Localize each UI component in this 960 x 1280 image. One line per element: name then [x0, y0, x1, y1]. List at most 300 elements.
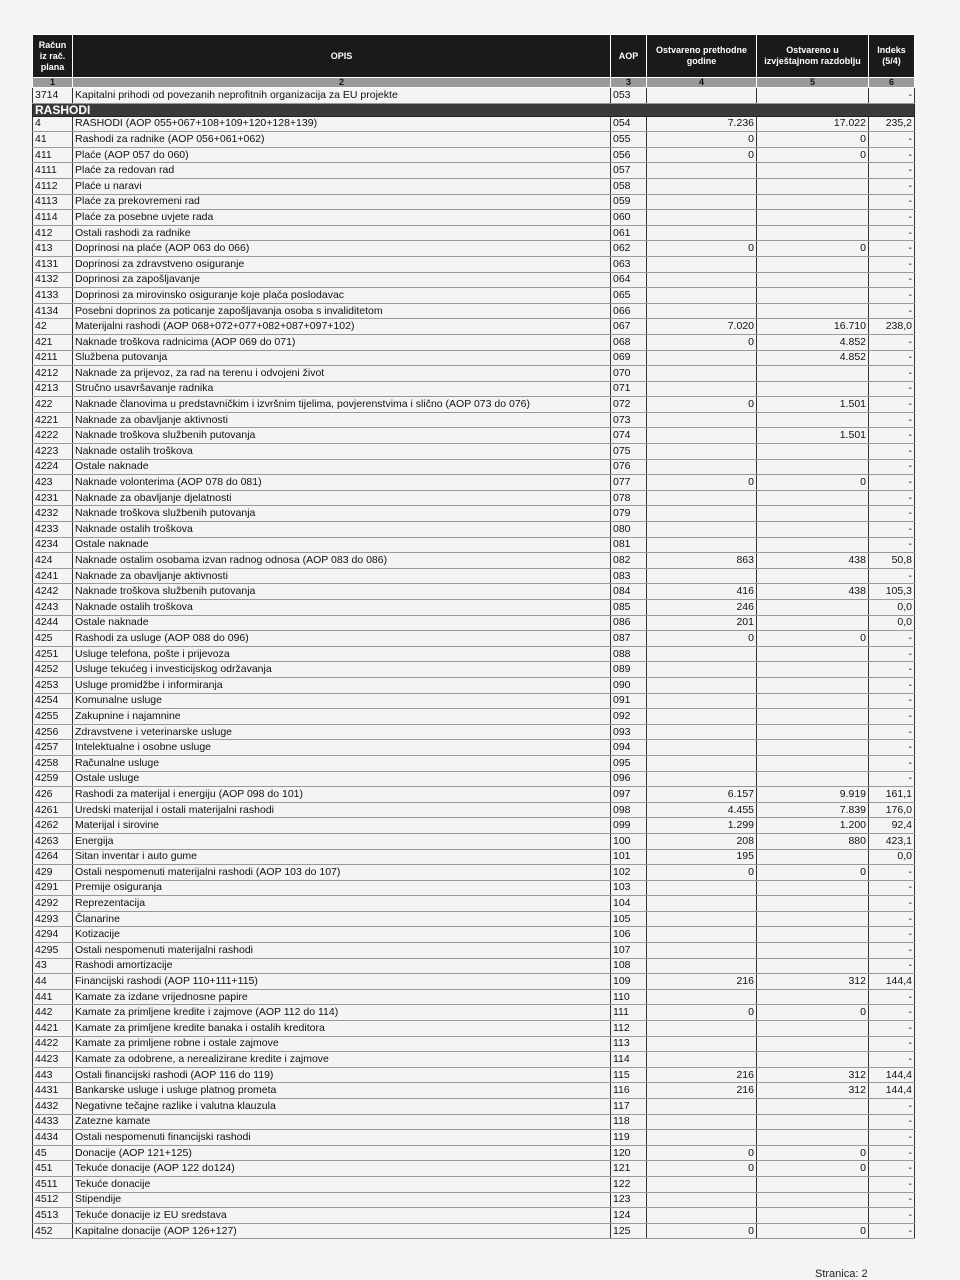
- index-cell: -: [869, 303, 915, 319]
- previous-year-cell: 0: [647, 1223, 757, 1239]
- current-period-cell: 9.919: [757, 787, 869, 803]
- account-cell: 4263: [33, 833, 73, 849]
- description-cell: Stručno usavršavanje radnika: [73, 381, 611, 397]
- previous-year-cell: [647, 693, 757, 709]
- account-cell: 45: [33, 1145, 73, 1161]
- aop-cell: 069: [611, 350, 647, 366]
- table-row: [33, 849, 915, 865]
- index-cell: -: [869, 1192, 915, 1208]
- current-period-cell: 312: [757, 1067, 869, 1083]
- previous-year-cell: [647, 288, 757, 304]
- aop-cell: 099: [611, 818, 647, 834]
- index-cell: -: [869, 989, 915, 1005]
- description-cell: Financijski rashodi (AOP 110+111+115): [73, 974, 611, 990]
- previous-year-cell: [647, 537, 757, 553]
- index-cell: 50,8: [869, 553, 915, 569]
- previous-year-cell: [647, 568, 757, 584]
- table-row: [33, 241, 915, 257]
- index-cell: 235,2: [869, 116, 915, 132]
- account-cell: 425: [33, 631, 73, 647]
- table-row: [33, 303, 915, 319]
- index-cell: 423,1: [869, 833, 915, 849]
- index-cell: -: [869, 412, 915, 428]
- aop-cell: 087: [611, 631, 647, 647]
- account-cell: 4131: [33, 256, 73, 272]
- index-cell: -: [869, 350, 915, 366]
- index-cell: -: [869, 1052, 915, 1068]
- aop-cell: 120: [611, 1145, 647, 1161]
- previous-year-cell: [647, 1192, 757, 1208]
- account-cell: 4256: [33, 724, 73, 740]
- current-period-cell: [757, 646, 869, 662]
- description-cell: Doprinosi za zapošljavanje: [73, 272, 611, 288]
- account-cell: 4252: [33, 662, 73, 678]
- description-cell: Sitan inventar i auto gume: [73, 849, 611, 865]
- table-row: [33, 444, 915, 460]
- current-period-cell: [757, 1192, 869, 1208]
- account-cell: 411: [33, 147, 73, 163]
- previous-year-cell: [647, 490, 757, 506]
- index-cell: 144,4: [869, 1083, 915, 1099]
- table-row: [33, 1052, 915, 1068]
- current-period-cell: [757, 927, 869, 943]
- index-cell: -: [869, 693, 915, 709]
- table-row: [33, 1021, 915, 1037]
- header-aop: AOP: [611, 35, 647, 78]
- table-row: [33, 381, 915, 397]
- account-cell: 4422: [33, 1036, 73, 1052]
- previous-year-cell: [647, 1208, 757, 1224]
- index-cell: -: [869, 755, 915, 771]
- table-row: [33, 771, 915, 787]
- current-period-cell: [757, 849, 869, 865]
- previous-year-cell: [647, 210, 757, 226]
- account-cell: 4112: [33, 178, 73, 194]
- current-period-cell: [757, 943, 869, 959]
- description-cell: Naknade ostalih troškova: [73, 600, 611, 616]
- description-cell: Usluge telefona, pošte i prijevoza: [73, 646, 611, 662]
- previous-year-cell: 0: [647, 475, 757, 491]
- current-period-cell: [757, 381, 869, 397]
- account-cell: 4433: [33, 1114, 73, 1130]
- current-period-cell: [757, 677, 869, 693]
- previous-year-cell: 216: [647, 974, 757, 990]
- table-row: [33, 865, 915, 881]
- description-cell: Ostali nespomenuti materijalni rashodi: [73, 943, 611, 959]
- index-cell: -: [869, 1223, 915, 1239]
- aop-cell: 060: [611, 210, 647, 226]
- previous-year-cell: [647, 1021, 757, 1037]
- table-row: [33, 693, 915, 709]
- current-period-cell: [757, 1130, 869, 1146]
- current-period-cell: 880: [757, 833, 869, 849]
- table-row: [33, 1208, 915, 1224]
- table-row: [33, 989, 915, 1005]
- index-cell: 176,0: [869, 802, 915, 818]
- table-row: [33, 1223, 915, 1239]
- table-row: [33, 366, 915, 382]
- previous-year-cell: [647, 506, 757, 522]
- account-cell: 4294: [33, 927, 73, 943]
- description-cell: Naknade ostalih troškova: [73, 522, 611, 538]
- current-period-cell: 4.852: [757, 350, 869, 366]
- previous-year-cell: [647, 646, 757, 662]
- description-cell: Plaće (AOP 057 do 060): [73, 147, 611, 163]
- account-cell: 4421: [33, 1021, 73, 1037]
- previous-year-cell: [647, 740, 757, 756]
- previous-year-cell: 7.236: [647, 116, 757, 132]
- account-cell: 4133: [33, 288, 73, 304]
- table-row: [33, 1145, 915, 1161]
- account-cell: 4213: [33, 381, 73, 397]
- aop-cell: 118: [611, 1114, 647, 1130]
- account-cell: 4511: [33, 1176, 73, 1192]
- current-period-cell: [757, 537, 869, 553]
- current-period-cell: [757, 1021, 869, 1037]
- current-period-cell: [757, 1052, 869, 1068]
- table-row: [33, 178, 915, 194]
- current-period-cell: [757, 88, 869, 104]
- previous-year-cell: [647, 1036, 757, 1052]
- aop-cell: 083: [611, 568, 647, 584]
- account-cell: 4262: [33, 818, 73, 834]
- aop-cell: 114: [611, 1052, 647, 1068]
- table-row: [33, 568, 915, 584]
- account-cell: 412: [33, 225, 73, 241]
- description-cell: Plaće za redovan rad: [73, 163, 611, 179]
- current-period-cell: 0: [757, 1223, 869, 1239]
- previous-year-cell: 0: [647, 1005, 757, 1021]
- table-row: [33, 584, 915, 600]
- description-cell: Plaće u naravi: [73, 178, 611, 194]
- description-cell: Premije osiguranja: [73, 880, 611, 896]
- description-cell: Doprinosi za zdravstveno osiguranje: [73, 256, 611, 272]
- table-row: [33, 553, 915, 569]
- account-cell: 3714: [33, 88, 73, 104]
- table-row: [33, 677, 915, 693]
- index-cell: -: [869, 366, 915, 382]
- current-period-cell: [757, 288, 869, 304]
- table-row: [33, 1083, 915, 1099]
- index-cell: 0,0: [869, 600, 915, 616]
- index-cell: -: [869, 88, 915, 104]
- aop-cell: 074: [611, 428, 647, 444]
- account-cell: 4258: [33, 755, 73, 771]
- current-period-cell: 312: [757, 974, 869, 990]
- table-row: [33, 1099, 915, 1115]
- account-cell: 4257: [33, 740, 73, 756]
- account-cell: 4: [33, 116, 73, 132]
- description-cell: Tekuće donacije: [73, 1176, 611, 1192]
- table-row: [33, 116, 915, 132]
- aop-cell: 082: [611, 553, 647, 569]
- aop-cell: 092: [611, 709, 647, 725]
- account-cell: 4113: [33, 194, 73, 210]
- current-period-cell: [757, 880, 869, 896]
- index-cell: -: [869, 1130, 915, 1146]
- previous-year-cell: [647, 412, 757, 428]
- current-period-cell: 7.839: [757, 802, 869, 818]
- previous-year-cell: [647, 178, 757, 194]
- previous-year-cell: 0: [647, 132, 757, 148]
- table-row: [33, 1161, 915, 1177]
- index-cell: -: [869, 163, 915, 179]
- header-previous-year: Ostvareno prethodne godine: [647, 35, 757, 78]
- index-cell: -: [869, 1099, 915, 1115]
- previous-year-cell: [647, 444, 757, 460]
- current-period-cell: 0: [757, 865, 869, 881]
- description-cell: Tekuće donacije iz EU sredstava: [73, 1208, 611, 1224]
- table-row: [33, 724, 915, 740]
- current-period-cell: [757, 662, 869, 678]
- report-sheet: [32, 34, 914, 1239]
- aop-cell: 112: [611, 1021, 647, 1037]
- current-period-cell: 0: [757, 1005, 869, 1021]
- description-cell: Uredski materijal i ostali materijalni rashodi: [73, 802, 611, 818]
- aop-cell: 113: [611, 1036, 647, 1052]
- account-cell: 4224: [33, 459, 73, 475]
- current-period-cell: [757, 522, 869, 538]
- index-cell: 92,4: [869, 818, 915, 834]
- aop-cell: 071: [611, 381, 647, 397]
- table-header: [33, 35, 915, 88]
- current-period-cell: [757, 272, 869, 288]
- aop-cell: 107: [611, 943, 647, 959]
- index-cell: -: [869, 865, 915, 881]
- previous-year-cell: [647, 943, 757, 959]
- account-cell: 4264: [33, 849, 73, 865]
- description-cell: Usluge promidžbe i informiranja: [73, 677, 611, 693]
- description-cell: Zatezne kamate: [73, 1114, 611, 1130]
- account-cell: 426: [33, 787, 73, 803]
- table-row: [33, 600, 915, 616]
- index-cell: -: [869, 397, 915, 413]
- table-row: [33, 802, 915, 818]
- aop-cell: 085: [611, 600, 647, 616]
- account-cell: 4233: [33, 522, 73, 538]
- account-cell: 429: [33, 865, 73, 881]
- header-number-2: 2: [73, 78, 611, 88]
- description-cell: Ostali nespomenuti financijski rashodi: [73, 1130, 611, 1146]
- account-cell: 423: [33, 475, 73, 491]
- description-cell: Kamate za izdane vrijednosne papire: [73, 989, 611, 1005]
- account-cell: 4111: [33, 163, 73, 179]
- aop-cell: 094: [611, 740, 647, 756]
- account-cell: 4292: [33, 896, 73, 912]
- current-period-cell: [757, 600, 869, 616]
- header-number-5: 5: [757, 78, 869, 88]
- current-period-cell: 0: [757, 132, 869, 148]
- current-period-cell: 1.501: [757, 397, 869, 413]
- description-cell: Kapitalni prihodi od povezanih neprofitnih organizacija za EU projekte: [73, 88, 611, 104]
- previous-year-cell: [647, 927, 757, 943]
- aop-cell: 066: [611, 303, 647, 319]
- index-cell: -: [869, 771, 915, 787]
- table-row: [33, 833, 915, 849]
- table-row: [33, 428, 915, 444]
- aop-cell: 095: [611, 755, 647, 771]
- previous-year-cell: [647, 662, 757, 678]
- description-cell: Rashodi amortizacije: [73, 958, 611, 974]
- account-cell: 4291: [33, 880, 73, 896]
- previous-year-cell: 208: [647, 833, 757, 849]
- description-cell: Naknade ostalim osobama izvan radnog odnosa (AOP 083 do 086): [73, 553, 611, 569]
- description-cell: Naknade troškova službenih putovanja: [73, 584, 611, 600]
- aop-cell: 104: [611, 896, 647, 912]
- description-cell: Donacije (AOP 121+125): [73, 1145, 611, 1161]
- current-period-cell: [757, 1176, 869, 1192]
- description-cell: Doprinosi na plaće (AOP 063 do 066): [73, 241, 611, 257]
- current-period-cell: [757, 896, 869, 912]
- description-cell: Plaće za posebne uvjete rada: [73, 210, 611, 226]
- table-row: [33, 147, 915, 163]
- index-cell: -: [869, 147, 915, 163]
- previous-year-cell: [647, 755, 757, 771]
- current-period-cell: [757, 568, 869, 584]
- table-row: [33, 319, 915, 335]
- description-cell: Ostali financijski rashodi (AOP 116 do 119): [73, 1067, 611, 1083]
- aop-cell: 056: [611, 147, 647, 163]
- previous-year-cell: [647, 256, 757, 272]
- index-cell: -: [869, 256, 915, 272]
- table-row: [33, 1067, 915, 1083]
- header-description: OPIS: [73, 35, 611, 78]
- aop-cell: 093: [611, 724, 647, 740]
- aop-cell: 091: [611, 693, 647, 709]
- previous-year-cell: [647, 459, 757, 475]
- index-cell: -: [869, 1114, 915, 1130]
- current-period-cell: [757, 459, 869, 475]
- account-cell: 4251: [33, 646, 73, 662]
- index-cell: -: [869, 724, 915, 740]
- current-period-cell: 1.200: [757, 818, 869, 834]
- current-period-cell: [757, 178, 869, 194]
- index-cell: -: [869, 506, 915, 522]
- current-period-cell: [757, 615, 869, 631]
- account-cell: 4232: [33, 506, 73, 522]
- table-row: [33, 194, 915, 210]
- current-period-cell: 16.710: [757, 319, 869, 335]
- description-cell: Materijalni rashodi (AOP 068+072+077+082+087+097+102): [73, 319, 611, 335]
- account-cell: 4211: [33, 350, 73, 366]
- aop-cell: 062: [611, 241, 647, 257]
- aop-cell: 080: [611, 522, 647, 538]
- description-cell: Doprinosi za mirovinsko osiguranje koje plaća poslodavac: [73, 288, 611, 304]
- table-body: [33, 88, 915, 1239]
- current-period-cell: [757, 1208, 869, 1224]
- previous-year-cell: [647, 709, 757, 725]
- account-cell: 4423: [33, 1052, 73, 1068]
- table-row: [33, 350, 915, 366]
- description-cell: Naknade članovima u predstavničkim i izvršnim tijelima, povjerenstvima i slično (AOP 073 do 076): [73, 397, 611, 413]
- aop-cell: 065: [611, 288, 647, 304]
- current-period-cell: [757, 989, 869, 1005]
- table-row: [33, 896, 915, 912]
- description-cell: Plaće za prekovremeni rad: [73, 194, 611, 210]
- description-cell: Naknade za obavljanje aktivnosti: [73, 568, 611, 584]
- description-cell: Stipendije: [73, 1192, 611, 1208]
- account-cell: 4243: [33, 600, 73, 616]
- table-row: [33, 475, 915, 491]
- index-cell: -: [869, 272, 915, 288]
- page-number: Stranica: 2: [815, 1268, 868, 1280]
- description-cell: Kamate za primljene kredite i zajmove (AOP 112 do 114): [73, 1005, 611, 1021]
- index-cell: -: [869, 911, 915, 927]
- account-cell: 4434: [33, 1130, 73, 1146]
- aop-cell: 125: [611, 1223, 647, 1239]
- account-cell: 43: [33, 958, 73, 974]
- account-cell: 4244: [33, 615, 73, 631]
- index-cell: 144,4: [869, 974, 915, 990]
- previous-year-cell: 0: [647, 397, 757, 413]
- table-row: [33, 1192, 915, 1208]
- table-row: [33, 459, 915, 475]
- previous-year-cell: 216: [647, 1083, 757, 1099]
- index-cell: -: [869, 646, 915, 662]
- previous-year-cell: [647, 194, 757, 210]
- previous-year-cell: 0: [647, 147, 757, 163]
- aop-cell: 072: [611, 397, 647, 413]
- index-cell: -: [869, 927, 915, 943]
- current-period-cell: [757, 740, 869, 756]
- previous-year-cell: [647, 163, 757, 179]
- index-cell: -: [869, 334, 915, 350]
- description-cell: Kotizacije: [73, 927, 611, 943]
- index-cell: -: [869, 194, 915, 210]
- current-period-cell: [757, 194, 869, 210]
- aop-cell: 110: [611, 989, 647, 1005]
- current-period-cell: [757, 210, 869, 226]
- index-cell: -: [869, 1005, 915, 1021]
- aop-cell: 096: [611, 771, 647, 787]
- previous-year-cell: [647, 428, 757, 444]
- table-row: [33, 1036, 915, 1052]
- aop-cell: 102: [611, 865, 647, 881]
- current-period-cell: [757, 1036, 869, 1052]
- account-cell: 4295: [33, 943, 73, 959]
- previous-year-cell: [647, 989, 757, 1005]
- current-period-cell: 4.852: [757, 334, 869, 350]
- current-period-cell: [757, 1099, 869, 1115]
- aop-cell: 054: [611, 116, 647, 132]
- current-period-cell: 0: [757, 475, 869, 491]
- account-cell: 4512: [33, 1192, 73, 1208]
- index-cell: -: [869, 740, 915, 756]
- current-period-cell: [757, 755, 869, 771]
- description-cell: Intelektualne i osobne usluge: [73, 740, 611, 756]
- current-period-cell: [757, 303, 869, 319]
- index-cell: -: [869, 1208, 915, 1224]
- account-cell: 441: [33, 989, 73, 1005]
- table-row: [33, 132, 915, 148]
- account-cell: 451: [33, 1161, 73, 1177]
- table-row: [33, 256, 915, 272]
- current-period-cell: [757, 709, 869, 725]
- description-cell: Kamate za primljene kredite banaka i ostalih kreditora: [73, 1021, 611, 1037]
- previous-year-cell: [647, 1099, 757, 1115]
- index-cell: -: [869, 943, 915, 959]
- description-cell: Komunalne usluge: [73, 693, 611, 709]
- table-row: [33, 818, 915, 834]
- table-row: [33, 537, 915, 553]
- account-cell: 4513: [33, 1208, 73, 1224]
- description-cell: Ostale usluge: [73, 771, 611, 787]
- aop-cell: 097: [611, 787, 647, 803]
- index-cell: -: [869, 241, 915, 257]
- current-period-cell: 0: [757, 1145, 869, 1161]
- aop-cell: 122: [611, 1176, 647, 1192]
- account-cell: 4242: [33, 584, 73, 600]
